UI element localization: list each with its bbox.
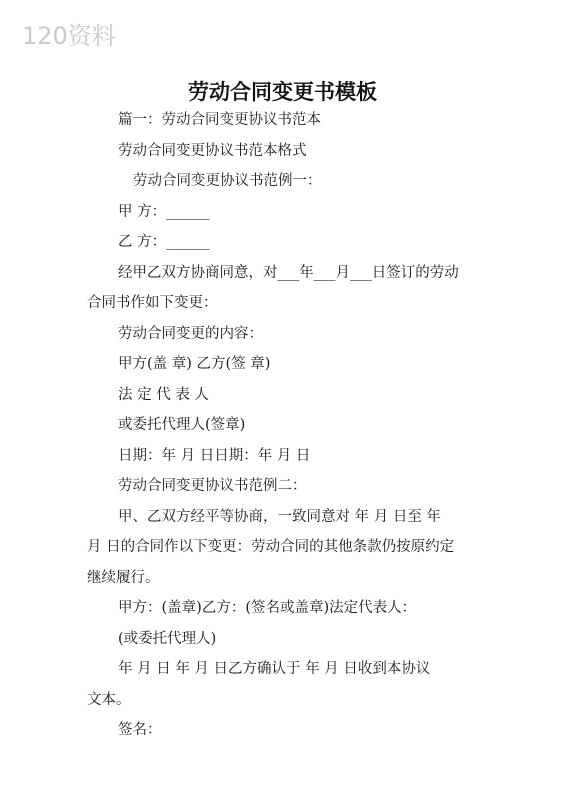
paragraph-line: 篇一：劳动合同变更协议书范本 xyxy=(118,112,321,128)
paragraph-line: 甲方(盖 章) 乙方(签 章) xyxy=(118,356,271,372)
paragraph-line: (或委托代理人) xyxy=(118,631,217,647)
paragraph-line: 或委托代理人(签章) xyxy=(118,417,246,433)
paragraph-line: 文本。 xyxy=(87,692,131,708)
paragraph-line: 劳动合同变更协议书范例一： xyxy=(133,173,322,189)
paragraph-line: 法 定 代 表 人 xyxy=(118,387,209,403)
paragraph-line: 年 月 日 年 月 日乙方确认于 年 月 日收到本协议 xyxy=(118,661,431,677)
paragraph-line: 合同书作如下变更： xyxy=(87,295,218,311)
paragraph-line: 继续履行。 xyxy=(87,570,160,586)
paragraph-line: 经甲乙双方协商同意，对___年___月___日签订的劳动 xyxy=(118,265,459,281)
paragraph-line: 日期：年 月 日日期：年 月 日 xyxy=(118,448,311,464)
paragraph-line: 甲 方：______ xyxy=(118,204,210,220)
watermark-text: 120资料 xyxy=(22,22,116,50)
paragraph-line: 签名： xyxy=(118,722,162,738)
paragraph-line: 乙 方：______ xyxy=(118,234,210,250)
paragraph-line: 劳动合同变更协议书范本格式 xyxy=(118,143,307,159)
paragraph-line: 甲方：(盖章)乙方：(签名或盖章)法定代表人： xyxy=(118,600,417,616)
paragraph-line: 甲、乙双方经平等协商，一致同意对 年 月 日至 年 xyxy=(118,509,441,525)
paragraph-line: 劳动合同变更的内容： xyxy=(118,326,263,342)
paragraph-line: 月 日的合同作以下变更：劳动合同的其他条款仍按原约定 xyxy=(87,539,455,555)
document-title: 劳动合同变更书模板 xyxy=(188,80,377,104)
paragraph-line: 劳动合同变更协议书范例二： xyxy=(118,478,307,494)
